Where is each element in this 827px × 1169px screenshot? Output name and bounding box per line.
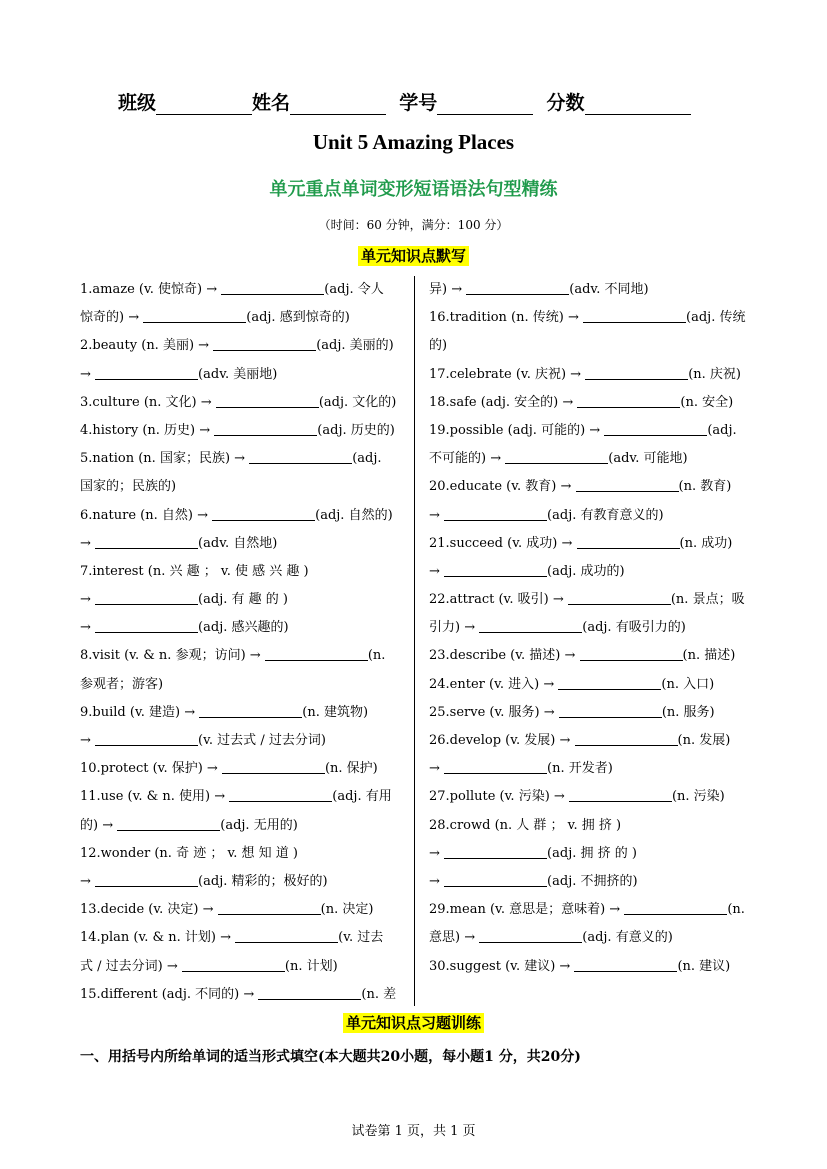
answer-blank[interactable] xyxy=(505,449,608,464)
word-line xyxy=(429,868,751,896)
word-hint: (adj. xyxy=(707,422,737,438)
word-prompt: → xyxy=(429,563,440,579)
answer-blank[interactable] xyxy=(95,618,198,633)
word-hint: (adv. 可能地) xyxy=(608,451,688,467)
word-line xyxy=(429,502,751,530)
word-line xyxy=(80,727,398,755)
word-prompt: 28.crowd (n. 人 群 ； v. 拥 挤 ) xyxy=(429,817,622,833)
column-divider xyxy=(414,276,415,1006)
word-hint: (n. xyxy=(727,902,745,918)
word-prompt: 9.build (v. 建造) → xyxy=(80,704,196,720)
answer-blank[interactable] xyxy=(95,590,198,605)
word-hint: (n. 教育) xyxy=(678,479,732,495)
answer-blank[interactable] xyxy=(466,280,569,295)
class-field[interactable] xyxy=(156,96,252,115)
word-prompt: 2.beauty (n. 美丽) → xyxy=(80,338,210,354)
word-hint: (n. 计划) xyxy=(284,958,338,974)
right-word-column xyxy=(429,276,751,981)
name-field[interactable] xyxy=(290,96,386,115)
answer-blank[interactable] xyxy=(265,646,368,661)
answer-blank[interactable] xyxy=(143,308,246,323)
word-hint: (adj. 自然的) xyxy=(315,507,393,523)
score-field[interactable] xyxy=(585,96,691,115)
word-prompt: → xyxy=(80,366,91,382)
word-hint: (adj. 感兴趣的) xyxy=(198,620,289,636)
word-prompt: → xyxy=(80,733,91,748)
word-line xyxy=(80,389,398,417)
answer-blank[interactable] xyxy=(214,421,317,436)
word-hint: (adj. 拥 挤 的 ) xyxy=(547,845,637,861)
word-hint: (adv. 不同地) xyxy=(569,282,649,297)
page-footer: 试卷第 1 页，共 1 页 xyxy=(351,1124,476,1139)
number-field[interactable] xyxy=(437,96,533,115)
word-prompt: → xyxy=(429,761,440,777)
answer-blank[interactable] xyxy=(444,506,547,521)
time-note: （时间：60 分钟，满分：100 分） xyxy=(318,218,509,232)
word-line xyxy=(429,445,751,473)
section-heading-text: 单元知识点习题训练 xyxy=(343,1013,484,1033)
word-line xyxy=(429,586,751,614)
answer-blank[interactable] xyxy=(576,477,679,492)
word-line xyxy=(429,558,751,586)
word-line xyxy=(429,389,751,417)
word-line xyxy=(429,924,751,952)
word-prompt: 17.celebrate (v. 庆祝) → xyxy=(429,366,582,382)
word-prompt: 6.nature (n. 自然) → xyxy=(80,507,208,523)
page-title: Unit 5 Amazing Places xyxy=(312,130,515,154)
word-prompt: 不可能的) → xyxy=(429,451,502,467)
word-prompt: 参观者；游客) xyxy=(80,676,164,692)
word-prompt: 16.tradition (n. 传统) → xyxy=(429,310,579,326)
word-line xyxy=(429,783,751,811)
answer-blank[interactable] xyxy=(624,900,727,915)
word-hint: (adj. 历史的) xyxy=(317,422,395,438)
word-prompt: 26.develop (v. 发展) → xyxy=(429,733,571,748)
word-line xyxy=(80,586,398,614)
word-line xyxy=(80,558,398,586)
word-line xyxy=(429,530,751,558)
score-label: 分数 xyxy=(546,92,585,114)
word-line xyxy=(80,502,398,530)
word-hint: (adj. 有意义的) xyxy=(582,930,673,946)
word-prompt: → xyxy=(429,845,440,861)
word-line xyxy=(80,614,398,642)
word-prompt: 22.attract (v. 吸引) → xyxy=(429,592,564,608)
word-line xyxy=(80,417,398,445)
word-prompt: → xyxy=(429,507,440,523)
answer-blank[interactable] xyxy=(574,957,677,972)
answer-blank[interactable] xyxy=(221,280,324,295)
word-line xyxy=(80,332,398,360)
word-line xyxy=(80,896,398,924)
answer-blank[interactable] xyxy=(604,421,707,436)
word-prompt: 19.possible (adj. 可能的) → xyxy=(429,422,601,438)
word-hint: (n. 保护) xyxy=(324,761,378,777)
answer-blank[interactable] xyxy=(229,787,332,802)
word-hint: (n. 安全) xyxy=(680,394,734,410)
word-hint: (n. 庆祝) xyxy=(688,366,741,382)
answer-blank[interactable] xyxy=(444,872,547,887)
number-label: 学号 xyxy=(399,92,438,114)
word-hint: (adj. 传统 xyxy=(686,310,746,326)
word-line xyxy=(80,361,398,389)
answer-blank[interactable] xyxy=(575,731,678,746)
word-prompt: 24.enter (v. 进入) → xyxy=(429,676,555,692)
word-prompt: 25.serve (v. 服务) → xyxy=(429,704,555,720)
answer-blank[interactable] xyxy=(479,928,582,943)
word-line xyxy=(80,304,398,332)
answer-blank[interactable] xyxy=(212,506,315,521)
answer-blank[interactable] xyxy=(580,646,683,661)
word-line xyxy=(80,924,398,952)
word-hint: (v. 过去 xyxy=(338,930,384,946)
answer-blank[interactable] xyxy=(117,816,220,831)
word-prompt: 8.visit (v. & n. 参观；访问) → xyxy=(80,648,261,664)
word-prompt: 10.protect (v. 保护) → xyxy=(80,761,218,777)
word-hint: (adj. 有吸引力的) xyxy=(582,620,686,636)
answer-blank[interactable] xyxy=(559,703,662,718)
word-prompt: 11.use (v. & n. 使用) → xyxy=(80,789,226,805)
word-prompt: 15.different (adj. 不同的) → xyxy=(80,986,255,1002)
answer-blank[interactable] xyxy=(95,365,198,380)
section-heading-dictation xyxy=(0,245,827,266)
section-heading-exercises xyxy=(0,1012,827,1033)
word-line xyxy=(429,699,751,727)
word-hint: (adv. 自然地) xyxy=(198,535,278,551)
page-subtitle: 单元重点单词变形短语语法句型精练 xyxy=(269,179,558,200)
word-line xyxy=(429,642,751,670)
word-line xyxy=(429,727,751,755)
word-prompt: 式 / 过去分词) → xyxy=(80,958,178,974)
word-prompt: 13.decide (v. 决定) → xyxy=(80,902,214,918)
word-hint: (n. 建筑物) xyxy=(302,704,369,720)
word-line xyxy=(429,276,751,304)
word-line xyxy=(80,783,398,811)
word-prompt: 7.interest (n. 兴 趣 ； v. 使 感 兴 趣 ) xyxy=(80,563,309,579)
word-hint: (n. 建议) xyxy=(677,958,731,974)
word-line xyxy=(429,812,751,840)
word-prompt: 27.pollute (v. 污染) → xyxy=(429,789,565,805)
exercise-instruction: 一、用括号内所给单词的适当形式填空(本大题共20小题，每小题1 分，共20分) xyxy=(80,1049,581,1065)
word-prompt: 12.wonder (n. 奇 迹 ； v. 想 知 道 ) xyxy=(80,845,299,861)
word-prompt: 30.suggest (v. 建议) → xyxy=(429,958,571,974)
word-hint: (n. 污染) xyxy=(671,789,725,805)
class-label: 班级 xyxy=(118,92,157,114)
word-hint: (adj. 文化的) xyxy=(318,394,397,410)
word-line xyxy=(429,473,751,501)
answer-blank[interactable] xyxy=(95,534,198,549)
answer-blank[interactable] xyxy=(583,308,686,323)
word-line xyxy=(429,417,751,445)
answer-blank[interactable] xyxy=(218,900,321,915)
answer-blank[interactable] xyxy=(258,985,361,1000)
word-line xyxy=(80,642,398,670)
word-hint: (n. 描述) xyxy=(682,648,736,664)
word-prompt: → xyxy=(80,535,91,551)
word-line xyxy=(80,981,398,1009)
word-line xyxy=(80,840,398,868)
word-prompt: → xyxy=(80,873,91,889)
word-hint: (adj. 成功的) xyxy=(547,563,625,579)
word-line xyxy=(429,671,751,699)
word-line xyxy=(429,614,751,642)
word-line xyxy=(80,755,398,783)
word-hint: (adj. xyxy=(352,451,382,467)
word-prompt: 惊奇的) → xyxy=(80,310,140,326)
word-hint: (adj. 有 趣 的 ) xyxy=(198,592,288,608)
word-prompt: 29.mean (v. 意思是；意味着) → xyxy=(429,902,621,918)
word-prompt: 5.nation (n. 国家；民族) → xyxy=(80,451,246,467)
word-prompt: 18.safe (adj. 安全的) → xyxy=(429,394,574,410)
word-hint: (adv. 美丽地) xyxy=(198,366,278,382)
word-line xyxy=(429,332,751,360)
student-info-line xyxy=(118,88,718,115)
answer-blank[interactable] xyxy=(444,759,547,774)
word-prompt: 14.plan (v. & n. 计划) → xyxy=(80,930,231,946)
answer-blank[interactable] xyxy=(182,957,285,972)
word-line xyxy=(429,840,751,868)
word-hint: (n. 差 xyxy=(361,986,397,1002)
answer-blank[interactable] xyxy=(558,675,661,690)
word-hint: (n. 发展) xyxy=(677,733,731,748)
word-prompt: 的) → xyxy=(80,817,114,833)
word-line xyxy=(80,530,398,558)
answer-blank[interactable] xyxy=(577,393,680,408)
word-prompt: 国家的；民族的) xyxy=(80,479,177,495)
word-hint: (adj. 精彩的；极好的) xyxy=(198,873,328,889)
word-line xyxy=(429,361,751,389)
word-hint: (n. 服务) xyxy=(661,704,715,720)
word-hint: (n. xyxy=(367,648,386,664)
word-line xyxy=(80,953,398,981)
word-prompt: → xyxy=(80,592,91,608)
word-hint: (n. 成功) xyxy=(679,535,733,551)
answer-blank[interactable] xyxy=(213,336,316,351)
word-prompt: 20.educate (v. 教育) → xyxy=(429,479,572,495)
word-line xyxy=(80,812,398,840)
answer-blank[interactable] xyxy=(249,449,352,464)
word-line xyxy=(80,276,398,304)
word-line xyxy=(429,953,751,981)
word-line xyxy=(429,755,751,783)
word-prompt: → xyxy=(80,620,91,636)
answer-blank[interactable] xyxy=(235,928,338,943)
word-line xyxy=(80,671,398,699)
word-prompt: 引力) → xyxy=(429,620,476,636)
word-hint: (adj. 有用 xyxy=(332,789,392,805)
word-line xyxy=(429,304,751,332)
word-prompt: → xyxy=(429,873,440,889)
answer-blank[interactable] xyxy=(95,872,198,887)
word-hint: (v. 过去式 / 过去分词) xyxy=(198,733,326,748)
word-line xyxy=(80,445,398,473)
left-word-column xyxy=(80,276,398,1009)
word-hint: (adj. 有教育意义的) xyxy=(547,507,664,523)
answer-blank[interactable] xyxy=(216,393,319,408)
word-line xyxy=(80,473,398,501)
section-heading-text: 单元知识点默写 xyxy=(358,246,469,266)
word-line xyxy=(80,868,398,896)
answer-blank[interactable] xyxy=(577,534,680,549)
word-prompt: 23.describe (v. 描述) → xyxy=(429,648,576,664)
word-line xyxy=(80,699,398,727)
word-prompt: 4.history (n. 历史) → xyxy=(80,422,211,438)
word-hint: (n. 入口) xyxy=(661,676,715,692)
answer-blank[interactable] xyxy=(569,787,672,802)
word-prompt: 21.succeed (v. 成功) → xyxy=(429,535,573,551)
word-hint: (adj. 美丽的) xyxy=(316,338,394,354)
answer-blank[interactable] xyxy=(222,759,325,774)
answer-blank[interactable] xyxy=(95,731,198,746)
answer-blank[interactable] xyxy=(444,562,547,577)
word-hint: (adj. 令人 xyxy=(324,282,384,297)
word-prompt: 异) → xyxy=(429,282,463,297)
word-hint: (adj. 无用的) xyxy=(220,817,298,833)
answer-blank[interactable] xyxy=(199,703,302,718)
word-hint: (n. 景点；吸 xyxy=(670,592,745,608)
answer-blank[interactable] xyxy=(444,844,547,859)
word-prompt: 的) xyxy=(429,338,448,354)
answer-blank[interactable] xyxy=(479,618,582,633)
word-hint: (adj. 感到惊奇的) xyxy=(246,310,350,326)
answer-blank[interactable] xyxy=(568,590,671,605)
word-prompt: 1.amaze (v. 使惊奇) → xyxy=(80,282,218,297)
word-hint: (n. 决定) xyxy=(320,902,374,918)
answer-blank[interactable] xyxy=(585,365,688,380)
name-label: 姓名 xyxy=(252,92,291,114)
word-prompt: 3.culture (n. 文化) → xyxy=(80,394,212,410)
word-hint: (adj. 不拥挤的) xyxy=(547,873,638,889)
word-hint: (n. 开发者) xyxy=(547,761,613,777)
word-line xyxy=(429,896,751,924)
word-prompt: 意思) → xyxy=(429,930,476,946)
